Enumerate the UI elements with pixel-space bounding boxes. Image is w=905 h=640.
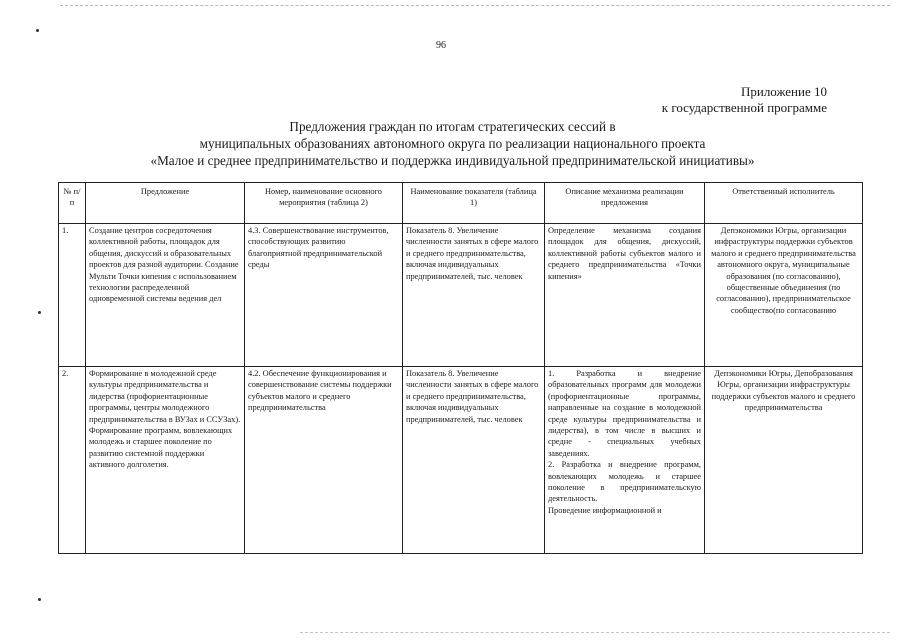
scan-edge-bottom (300, 632, 890, 633)
row-activity: 4.3. Совершенствование инструментов, способствующих развитию благоприятной предпринимательской среды (245, 224, 403, 367)
row-mechanism (545, 367, 705, 554)
scan-edge-top (60, 5, 890, 6)
mechanism-item-2: 2. Разработка и внедрение программ, вовлекающих молодежь и старшее поколение в предпринимательскую деятельность. (548, 460, 701, 504)
proposals-table (58, 182, 863, 554)
header-responsible: Ответственный исполнитель (705, 183, 863, 224)
mechanism-item-3: Проведение информационной и (548, 505, 662, 515)
row-activity: 4.2. Обеспечение функционирования и совершенствование системы поддержки субъектов малого и среднего предпринимательства (245, 367, 403, 554)
scan-speck (36, 29, 39, 32)
table-row (59, 224, 863, 367)
document-title-line-2: муниципальных образованиях автономного округа по реализации национального проекта (199, 136, 706, 151)
row-number: 2. (59, 367, 86, 554)
header-indicator: Наименование показателя (таблица 1) (403, 183, 545, 224)
appendix-subtitle: к государственной программе (661, 100, 827, 115)
table-row (59, 367, 863, 554)
scan-speck (38, 598, 41, 601)
scan-speck (38, 311, 41, 314)
row-indicator: Показатель 8. Увеличение численности занятых в сфере малого и среднего предпринимательства, включая индивидуальных предпринимателей, тыс. человек (403, 367, 545, 554)
row-number: 1. (59, 224, 86, 367)
row-indicator: Показатель 8. Увеличение численности занятых в сфере малого и среднего предпринимательства, включая индивидуальных предпринимателей, тыс. человек (403, 224, 545, 367)
row-responsible: Депэкономики Югры, Депобразования Югры, организации инфраструктуры поддержки субъектов малого и среднего предпринимательства (705, 367, 863, 554)
table-header-row (59, 183, 863, 224)
row-proposal: Создание центров сосредоточения коллективной работы, площадок для общения, дискуссий и образовательных проектов для разной аудитории. Создание Мульти Точки кипения с использованием технологии распределенной одновременной системы ведения дел (86, 224, 245, 367)
document-title-line-1: Предложения граждан по итогам стратегических сессий в (289, 119, 616, 134)
row-proposal: Формирование в молодежной среде культуры предпринимательства и лидерства (профориентационные программы, центры молодежного предпринимательства в ВУЗах и ССУЗах). Формирование программ, вовлекающих молодежь и старшее поколение по развитию системной поддержки активного долголетия. (86, 367, 245, 554)
row-mechanism: Определение механизма создания площадок для общения, дискуссий, коллективной работы субъектов малого и среднего предпринимательства «Точки кипения» (545, 224, 705, 367)
header-proposal: Предложение (86, 183, 245, 224)
page-number: 96 (436, 40, 446, 51)
header-number: № п/п (59, 183, 86, 224)
header-activity: Номер, наименование основного мероприятия (таблица 2) (245, 183, 403, 224)
mechanism-item-1: 1. Разработка и внедрение образовательных программ для молодежи (профориентационные программы, направленные на создание в молодежной среде культуры предпринимательства и лидерства), в том числе в высших и средне - специальных учебных заведениях. (548, 369, 701, 458)
header-mechanism: Описание механизма реализации предложения (545, 183, 705, 224)
row-responsible: Депэкономики Югры, организации инфраструктуры поддержки субъектов малого и среднего предпринимательства автономного округа, муниципальные образования (по согласованию), общественные объединения (по согласованию), предпринимательское сообщество(по согласованию (705, 224, 863, 367)
appendix-label: Приложение 10 (740, 84, 827, 99)
document-title-line-3: «Малое и среднее предпринимательство и поддержка индивидуальной предпринимательской инициативы» (150, 153, 755, 168)
